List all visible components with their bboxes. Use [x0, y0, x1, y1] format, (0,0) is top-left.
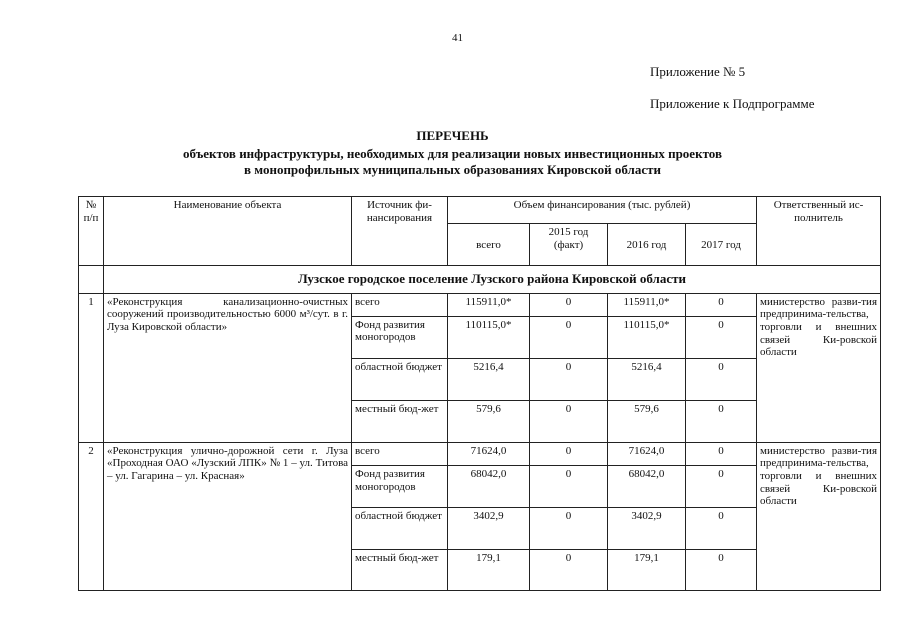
object-1-2015: 0: [530, 316, 608, 358]
object-2-source: Фонд развития моногородов: [352, 465, 448, 507]
header-total: всего: [448, 224, 530, 266]
page-number: 41: [452, 32, 463, 44]
object-1-2016: 115911,0*: [608, 293, 686, 316]
section-num-cell: [79, 266, 104, 293]
object-1-total: 579,6: [448, 400, 530, 442]
appendix-number: Приложение № 5: [650, 64, 746, 79]
header-2015: 2015 год (факт): [530, 224, 608, 266]
object-2-source: местный бюд-жет: [352, 549, 448, 590]
object-2-total: 179,1: [448, 549, 530, 590]
object-2-total: 3402,9: [448, 507, 530, 549]
header-responsible: Ответственный ис-полнитель: [757, 197, 881, 266]
object-1-name: «Реконструкция канализационно-очистных сооружений производительностью 6000 м³/сут. в г. Луза Кировской области»: [104, 293, 352, 442]
object-2-2015: 0: [530, 549, 608, 590]
object-1-2015: 0: [530, 358, 608, 400]
object-2-2017: 0: [686, 465, 757, 507]
object-2-2015: 0: [530, 442, 608, 465]
header-volume: Объем финансирования (тыс. рублей): [448, 197, 757, 224]
object-2-source: всего: [352, 442, 448, 465]
object-2-2016: 3402,9: [608, 507, 686, 549]
header-num: № п/п: [79, 197, 104, 266]
object-2-total: 71624,0: [448, 442, 530, 465]
object-1-2017: 0: [686, 293, 757, 316]
appendix-reference: Приложение к Подпрограмме: [650, 96, 815, 111]
object-1-total: 110115,0*: [448, 316, 530, 358]
object-2-2016: 68042,0: [608, 465, 686, 507]
object-1-2016: 110115,0*: [608, 316, 686, 358]
object-1-responsible: министерство разви-тия предпринима-тельства, торговли и внешних связей Ки-ровской области: [757, 293, 881, 442]
object-2-name: «Реконструкция улично-дорожной сети г. Луза «Проходная ОАО «Лузский ЛПК» № 1 – ул. Титова – ул. Гагарина – ул. Красная»: [104, 442, 352, 590]
object-2-2015: 0: [530, 465, 608, 507]
object-1-2017: 0: [686, 316, 757, 358]
header-source: Источник фи-нансирования: [352, 197, 448, 266]
document-subtitle-line-2: в монопрофильных муниципальных образованиях Кировской области: [244, 162, 661, 177]
object-1-2015: 0: [530, 293, 608, 316]
object-1-2015: 0: [530, 400, 608, 442]
document-subtitle-line-1: объектов инфраструктуры, необходимых для реализации новых инвестиционных проектов: [183, 146, 722, 161]
object-1-2016: 5216,4: [608, 358, 686, 400]
object-2-2017: 0: [686, 507, 757, 549]
object-1-source: всего: [352, 293, 448, 316]
object-2-responsible: министерство разви-тия предпринима-тельства, торговли и внешних связей Ки-ровской области: [757, 442, 881, 590]
object-2-2017: 0: [686, 442, 757, 465]
infrastructure-table: [78, 196, 881, 591]
object-1-source: Фонд развития моногородов: [352, 316, 448, 358]
object-1-total: 5216,4: [448, 358, 530, 400]
header-2017: 2017 год: [686, 224, 757, 266]
object-2-source: областной бюджет: [352, 507, 448, 549]
object-2-2016: 179,1: [608, 549, 686, 590]
object-1-num: 1: [79, 293, 104, 442]
object-1-2017: 0: [686, 400, 757, 442]
object-1-2017: 0: [686, 358, 757, 400]
object-1-source: местный бюд-жет: [352, 400, 448, 442]
object-2-total: 68042,0: [448, 465, 530, 507]
header-object-name: Наименование объекта: [104, 197, 352, 266]
object-2-2015: 0: [530, 507, 608, 549]
object-2-2016: 71624,0: [608, 442, 686, 465]
section-title: Лузское городское поселение Лузского района Кировской области: [104, 266, 881, 293]
object-1-total: 115911,0*: [448, 293, 530, 316]
document-title: ПЕРЕЧЕНЬ: [416, 128, 489, 143]
object-2-num: 2: [79, 442, 104, 590]
header-2016: 2016 год: [608, 224, 686, 266]
object-2-2017: 0: [686, 549, 757, 590]
object-1-source: областной бюджет: [352, 358, 448, 400]
object-1-2016: 579,6: [608, 400, 686, 442]
